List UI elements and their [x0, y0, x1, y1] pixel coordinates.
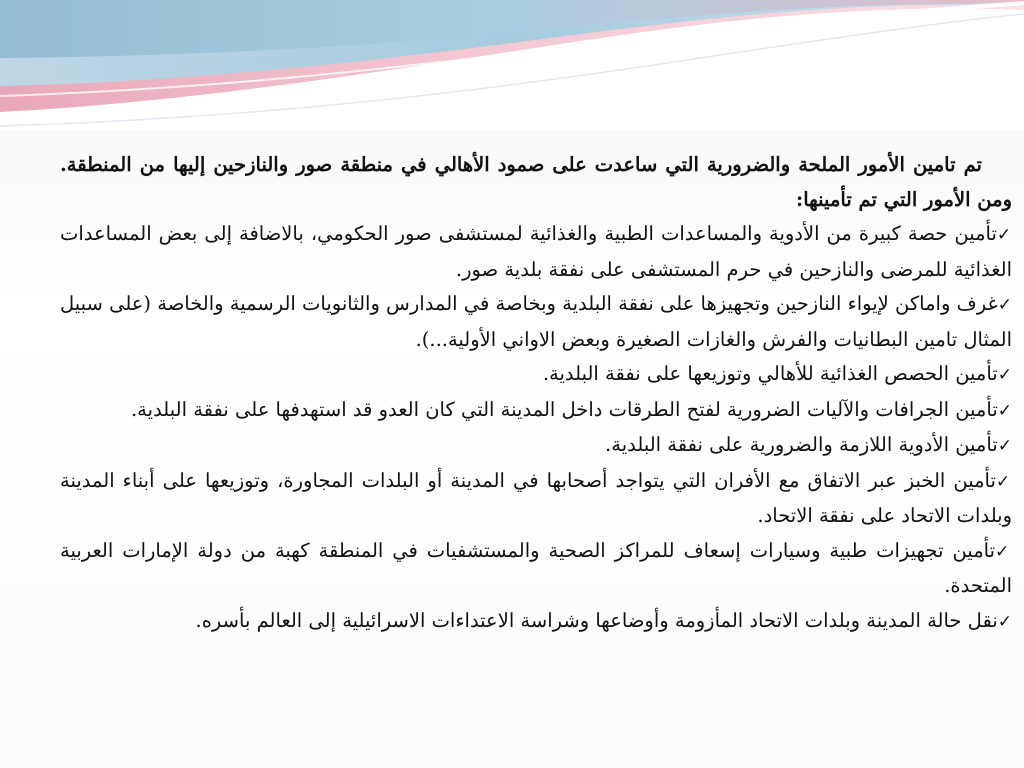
header-wave-decoration [0, 0, 1024, 130]
checkmark-icon: ✓ [996, 225, 1012, 245]
list-item [60, 287, 1012, 357]
list-item-text: تأمين الحصص الغذائية للأهالي وتوزيعها على نفقة البلدية. [542, 362, 998, 385]
list-item-text: تأمين الجرافات والآليات الضرورية لفتح الطرقات داخل المدينة التي كان العدو قد استهدفها على نفقة البلدية. [130, 397, 998, 421]
achievements-list [60, 217, 1012, 639]
checkmark-icon: ✓ [997, 400, 1012, 421]
checkmark-icon: ✓ [995, 471, 1012, 492]
checkmark-icon: ✓ [997, 436, 1012, 456]
list-item-text: تأمين الأدوية اللازمة والضرورية على نفقة البلدية. [605, 433, 998, 456]
list-item-text: تأمين حصة كبيرة من الأدوية والمساعدات الطبية والغذائية لمستشفى صور الحكومي، بالاضافة إلى بعض المساعدات الغذائية للمرضى والنازحين في حرم المستشفى على نفقة بلدية صور. [60, 222, 1012, 281]
checkmark-icon: ✓ [997, 295, 1012, 315]
list-item-text: غرف واماكن لإيواء النازحين وتجهيزها على نفقة البلدية وبخاصة في المدارس والثانويات الرسمية والخاصة (على سبيل المثال تامين البطانيات والفرش والغازات الصغيرة وبعض الاواني الأولية...). [60, 292, 1012, 351]
list-item-text: تأمين تجهيزات طبية وسيارات إسعاف للمراكز الصحية والمستشفيات في المنطقة كهبة من دولة الإمارات العربية المتحدة. [60, 538, 1012, 597]
list-item [60, 534, 1012, 604]
checkmark-icon: ✓ [997, 611, 1012, 632]
list-item [60, 604, 1012, 640]
list-item-text: نقل حالة المدينة وبلدات الاتحاد المأزومة وأوضاعها وشراسة الاعتداءات الاسرائيلية إلى العالم بأسره. [195, 608, 998, 632]
list-item [60, 357, 1012, 393]
intro-paragraph: تم تامين الأمور الملحة والضرورية التي ساعدت على صمود الأهالي في منطقة صور والنازحين إليها من المنطقة. ومن الأمور التي تم تأمينها: [60, 153, 1012, 211]
list-item-text: تأمين الخبز عبر الاتفاق مع الأفران التي يتواجد أصحابها في المدينة أو البلدات المجاورة، وتوزيعها على أبناء المدينة وبلدات الاتحاد على نفقة الاتحاد. [60, 468, 1012, 527]
list-item [60, 428, 1012, 464]
list-item [60, 464, 1012, 534]
checkmark-icon: ✓ [995, 541, 1012, 562]
list-item [60, 393, 1012, 429]
checkmark-icon: ✓ [997, 365, 1012, 385]
list-item [60, 217, 1012, 287]
slide-body [60, 148, 1012, 639]
